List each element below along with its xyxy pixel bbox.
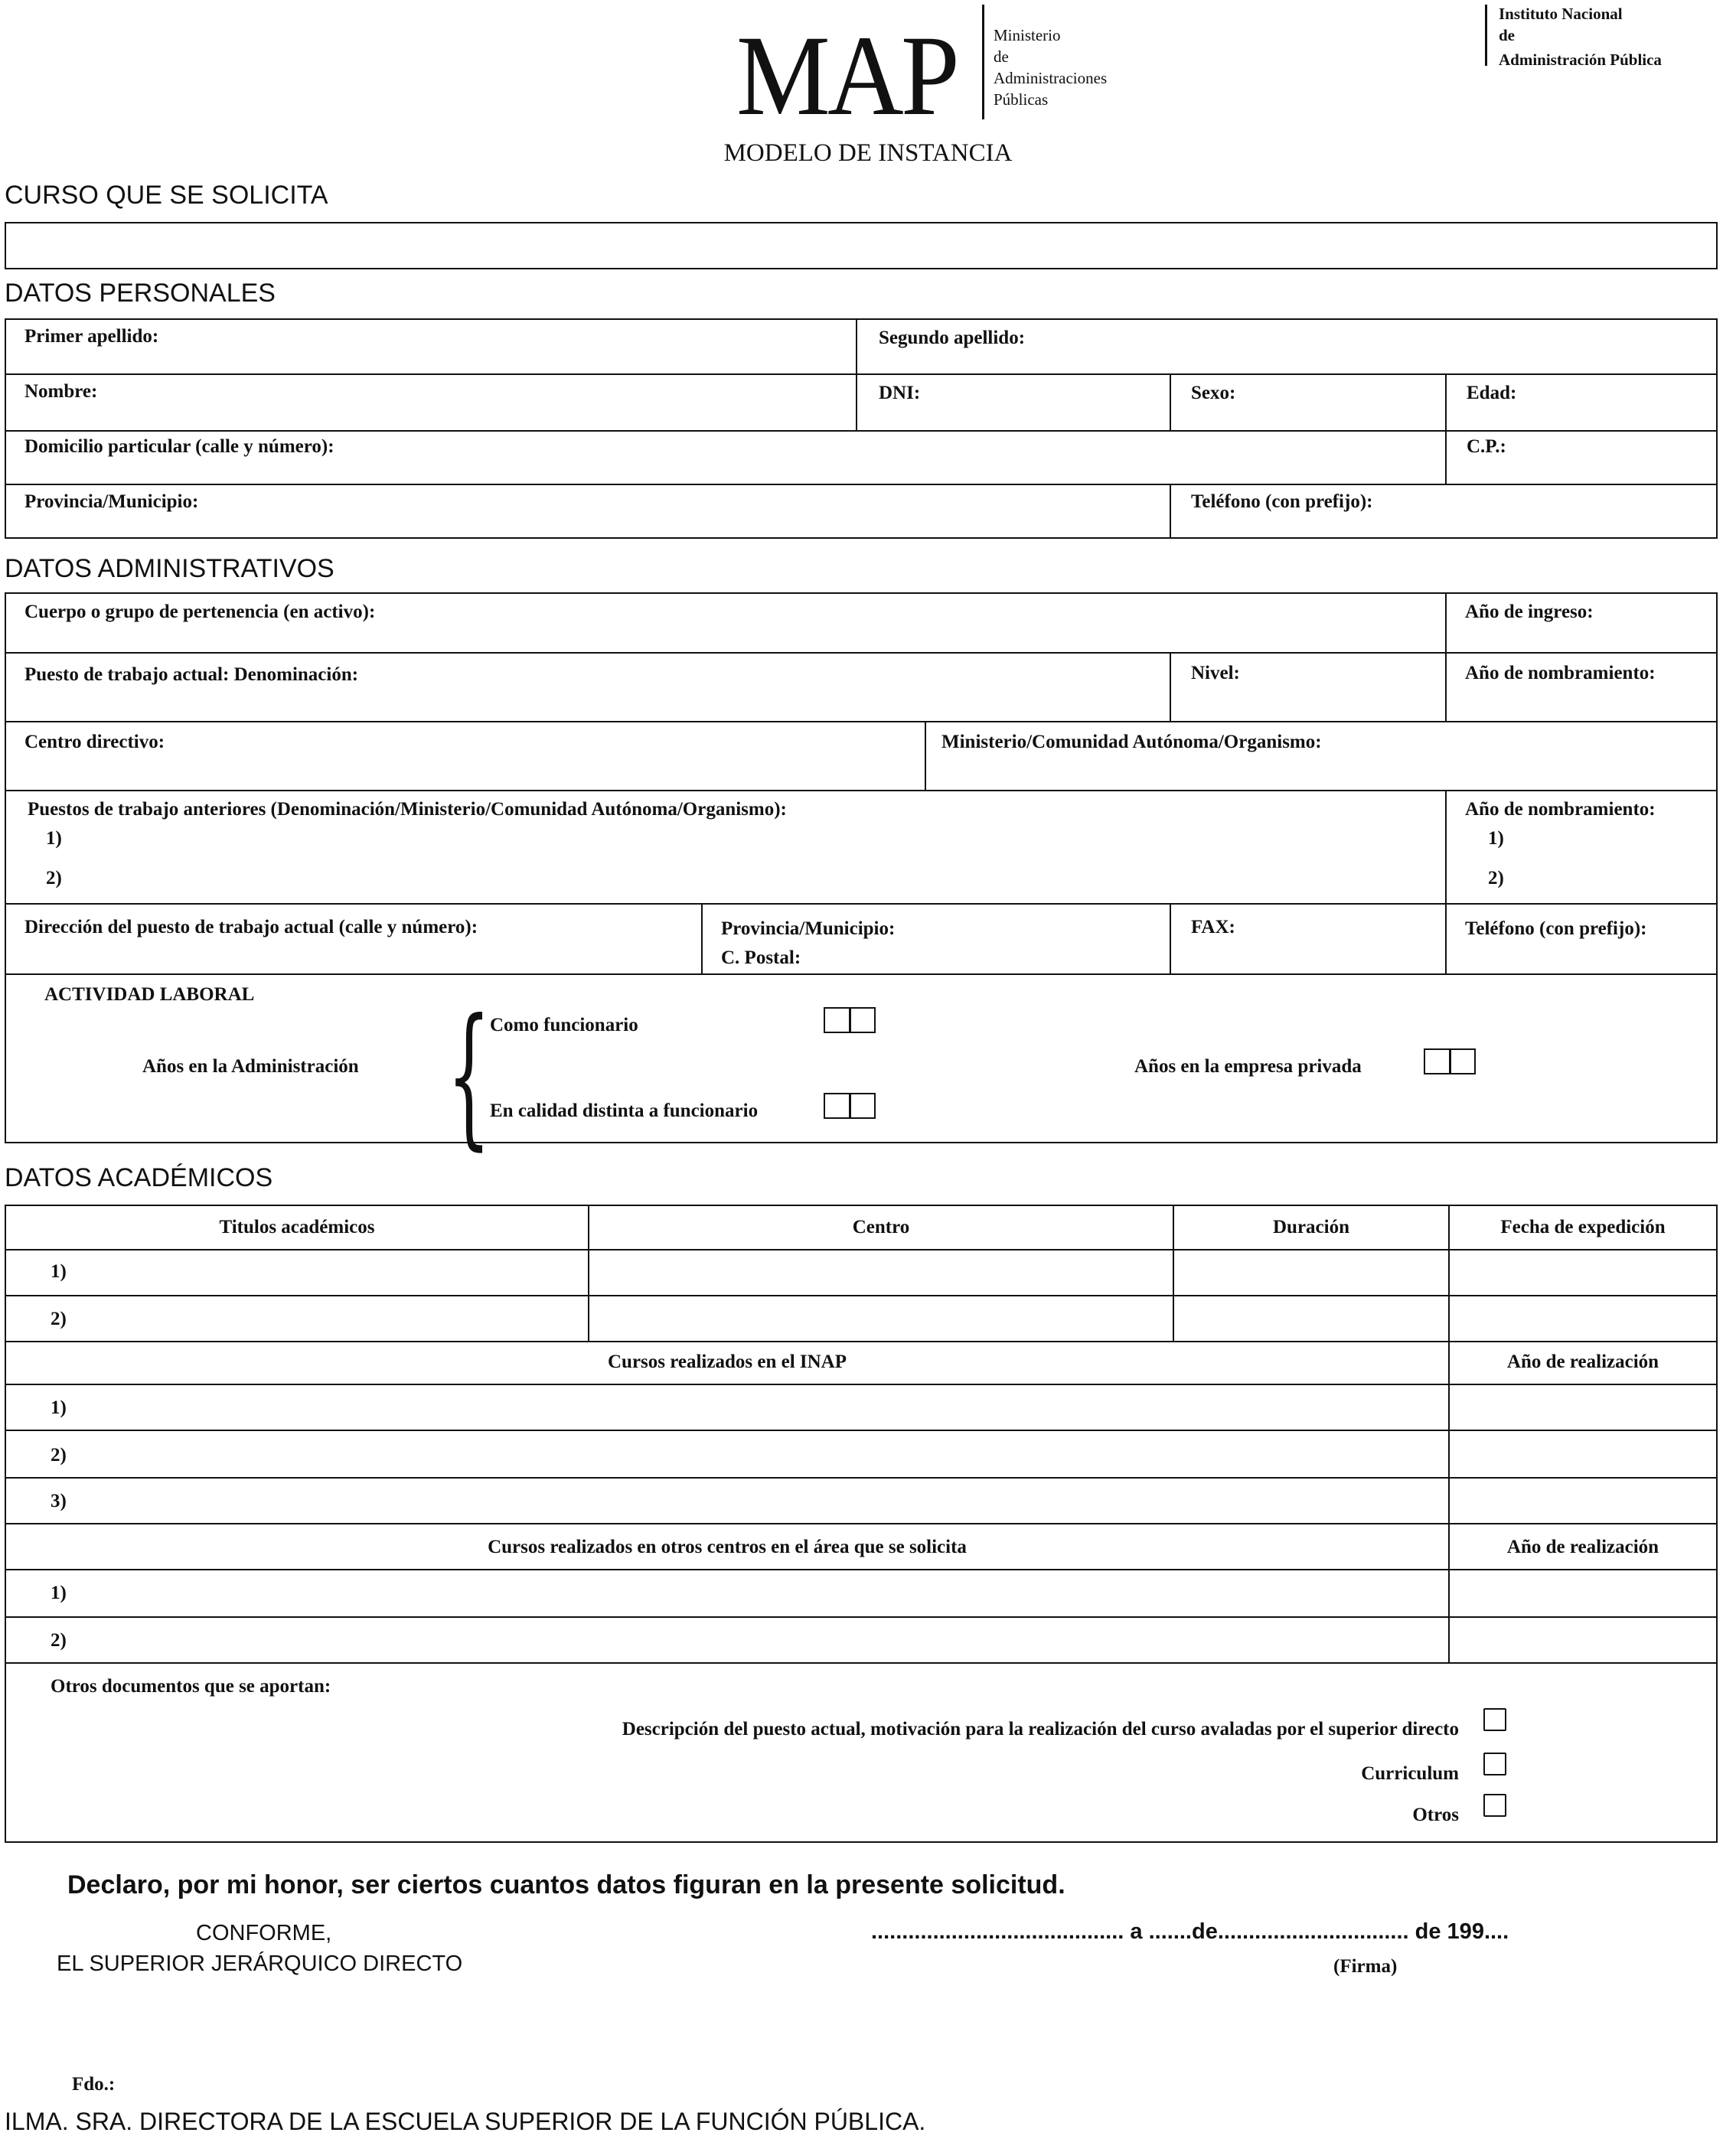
edad-label[interactable]: Edad: <box>1467 383 1517 403</box>
personales-heading: DATOS PERSONALES <box>5 279 276 308</box>
col-centro-header: Centro <box>852 1217 910 1237</box>
segundo-apellido-label[interactable]: Segundo apellido: <box>879 328 1026 348</box>
inap-row-1[interactable]: 1) <box>51 1397 67 1418</box>
doc-otros-checkbox[interactable] <box>1483 1794 1506 1817</box>
institute-line-2: de <box>1499 26 1515 44</box>
administrativos-table <box>5 592 1718 1165</box>
col-titulos-header: Titulos académicos <box>219 1217 375 1237</box>
inap-row-3[interactable]: 3) <box>51 1491 67 1511</box>
domicilio-label[interactable]: Domicilio particular (calle y número): <box>24 436 334 457</box>
ministerio-label[interactable]: Ministerio/Comunidad Autónoma/Organismo: <box>941 732 1322 752</box>
empresa-privada-label: Años en la empresa privada <box>1134 1056 1362 1077</box>
superior-label: EL SUPERIOR JERÁRQUICO DIRECTO <box>57 1952 463 1976</box>
doc-curriculum-checkbox[interactable] <box>1483 1753 1506 1775</box>
institute-line-3: Administración Pública <box>1499 51 1662 69</box>
personales-table <box>5 318 1718 539</box>
telefono-trabajo-label[interactable]: Teléfono (con prefijo): <box>1465 918 1647 939</box>
anios-administracion-label: Años en la Administración <box>142 1056 359 1077</box>
nombre-label[interactable]: Nombre: <box>24 381 98 402</box>
col-fecha-header: Fecha de expedición <box>1500 1217 1666 1237</box>
empresa-privada-years-box[interactable] <box>1424 1048 1476 1074</box>
otros-anio-header: Año de realización <box>1506 1537 1659 1557</box>
calidad-distinta-years-box[interactable] <box>824 1093 876 1119</box>
doc-descripcion-checkbox[interactable] <box>1483 1708 1506 1731</box>
centro-directivo-label[interactable]: Centro directivo: <box>24 732 165 752</box>
calidad-distinta-label: En calidad distinta a funcionario <box>490 1100 759 1121</box>
prov-mun-label[interactable]: Provincia/Municipio: <box>721 918 896 939</box>
col-duracion-header: Duración <box>1273 1217 1349 1237</box>
otros-row-1[interactable]: 1) <box>51 1583 67 1603</box>
inap-row-2[interactable]: 2) <box>51 1445 67 1466</box>
anio-item-2: 2) <box>1488 868 1504 889</box>
institute-divider <box>1485 5 1487 66</box>
ministry-line-3: Administraciones <box>994 69 1108 87</box>
cp-label[interactable]: C.P.: <box>1467 436 1506 457</box>
otros-courses-header: Cursos realizados en otros centros en el área que se solicita <box>488 1537 967 1557</box>
ministry-line-2: de <box>994 47 1009 66</box>
brace-icon: { <box>447 986 491 1165</box>
institute-line-1: Instituto Nacional <box>1499 5 1623 23</box>
primer-apellido-label[interactable]: Primer apellido: <box>24 326 159 347</box>
cpostal-label[interactable]: C. Postal: <box>721 947 801 968</box>
curso-input[interactable] <box>5 222 1718 269</box>
doc-descripcion-label: Descripción del puesto actual, motivación para la realización del curso avaladas por el superior directo <box>622 1719 1459 1740</box>
conforme-label: CONFORME, <box>196 1921 332 1945</box>
doc-otros-label: Otros <box>1412 1805 1459 1825</box>
academicos-table <box>5 1205 1718 1843</box>
titulo-row-2[interactable]: 2) <box>51 1309 67 1329</box>
como-funcionario-label: Como funcionario <box>490 1015 638 1035</box>
destinatario-text: ILMA. SRA. DIRECTORA DE LA ESCUELA SUPERIOR DE LA FUNCIÓN PÚBLICA. <box>5 2108 926 2135</box>
dni-label[interactable]: DNI: <box>879 383 921 403</box>
titulo-row-1[interactable]: 1) <box>51 1261 67 1282</box>
nivel-label[interactable]: Nivel: <box>1191 663 1240 683</box>
declaracion-text: Declaro, por mi honor, ser ciertos cuantos datos figuran en la presente solicitud. <box>67 1870 1065 1899</box>
puestos-anteriores-label[interactable]: Puestos de trabajo anteriores (Denominación/Ministerio/Comunidad Autónoma/Organismo): <box>28 799 787 820</box>
ministry-line-1: Ministerio <box>994 26 1061 44</box>
anio-nombramiento-label[interactable]: Año de nombramiento: <box>1465 663 1656 683</box>
telefono-label[interactable]: Teléfono (con prefijo): <box>1191 491 1373 512</box>
ministry-line-4: Públicas <box>994 90 1049 109</box>
inap-anio-header: Año de realización <box>1506 1352 1659 1372</box>
otros-row-2[interactable]: 2) <box>51 1630 67 1651</box>
administrativos-heading: DATOS ADMINISTRATIVOS <box>5 554 334 583</box>
inap-courses-header: Cursos realizados en el INAP <box>607 1352 847 1372</box>
anterior-item-2: 2) <box>46 868 62 889</box>
direccion-label[interactable]: Dirección del puesto de trabajo actual (calle y número): <box>24 917 478 937</box>
actividad-laboral-heading: ACTIVIDAD LABORAL <box>44 984 255 1005</box>
curso-heading: CURSO QUE SE SOLICITA <box>5 181 328 210</box>
logo-divider <box>982 5 984 119</box>
puesto-label[interactable]: Puesto de trabajo actual: Denominación: <box>24 664 359 685</box>
sexo-label[interactable]: Sexo: <box>1191 383 1236 403</box>
anterior-item-1: 1) <box>46 828 62 849</box>
form-title: MODELO DE INSTANCIA <box>723 139 1013 167</box>
otros-documentos-label: Otros documentos que se aportan: <box>51 1676 331 1697</box>
como-funcionario-years-box[interactable] <box>824 1007 876 1033</box>
academicos-heading: DATOS ACADÉMICOS <box>5 1163 273 1192</box>
fecha-line[interactable]: ......................................... a .......de............................... de 199.... <box>871 1919 1509 1944</box>
firma-label: (Firma) <box>1333 1956 1398 1977</box>
map-logo: MAP <box>736 12 958 139</box>
anio-ingreso-label[interactable]: Año de ingreso: <box>1465 602 1594 622</box>
cuerpo-label[interactable]: Cuerpo o grupo de pertenencia (en activo): <box>24 602 376 622</box>
provincia-label[interactable]: Provincia/Municipio: <box>24 491 199 512</box>
anio-item-1: 1) <box>1488 828 1504 849</box>
fax-label[interactable]: FAX: <box>1191 917 1235 937</box>
doc-curriculum-label: Curriculum <box>1361 1763 1459 1784</box>
fdo-label[interactable]: Fdo.: <box>72 2074 116 2095</box>
anio-nombramiento-anterior-label[interactable]: Año de nombramiento: <box>1465 799 1656 820</box>
